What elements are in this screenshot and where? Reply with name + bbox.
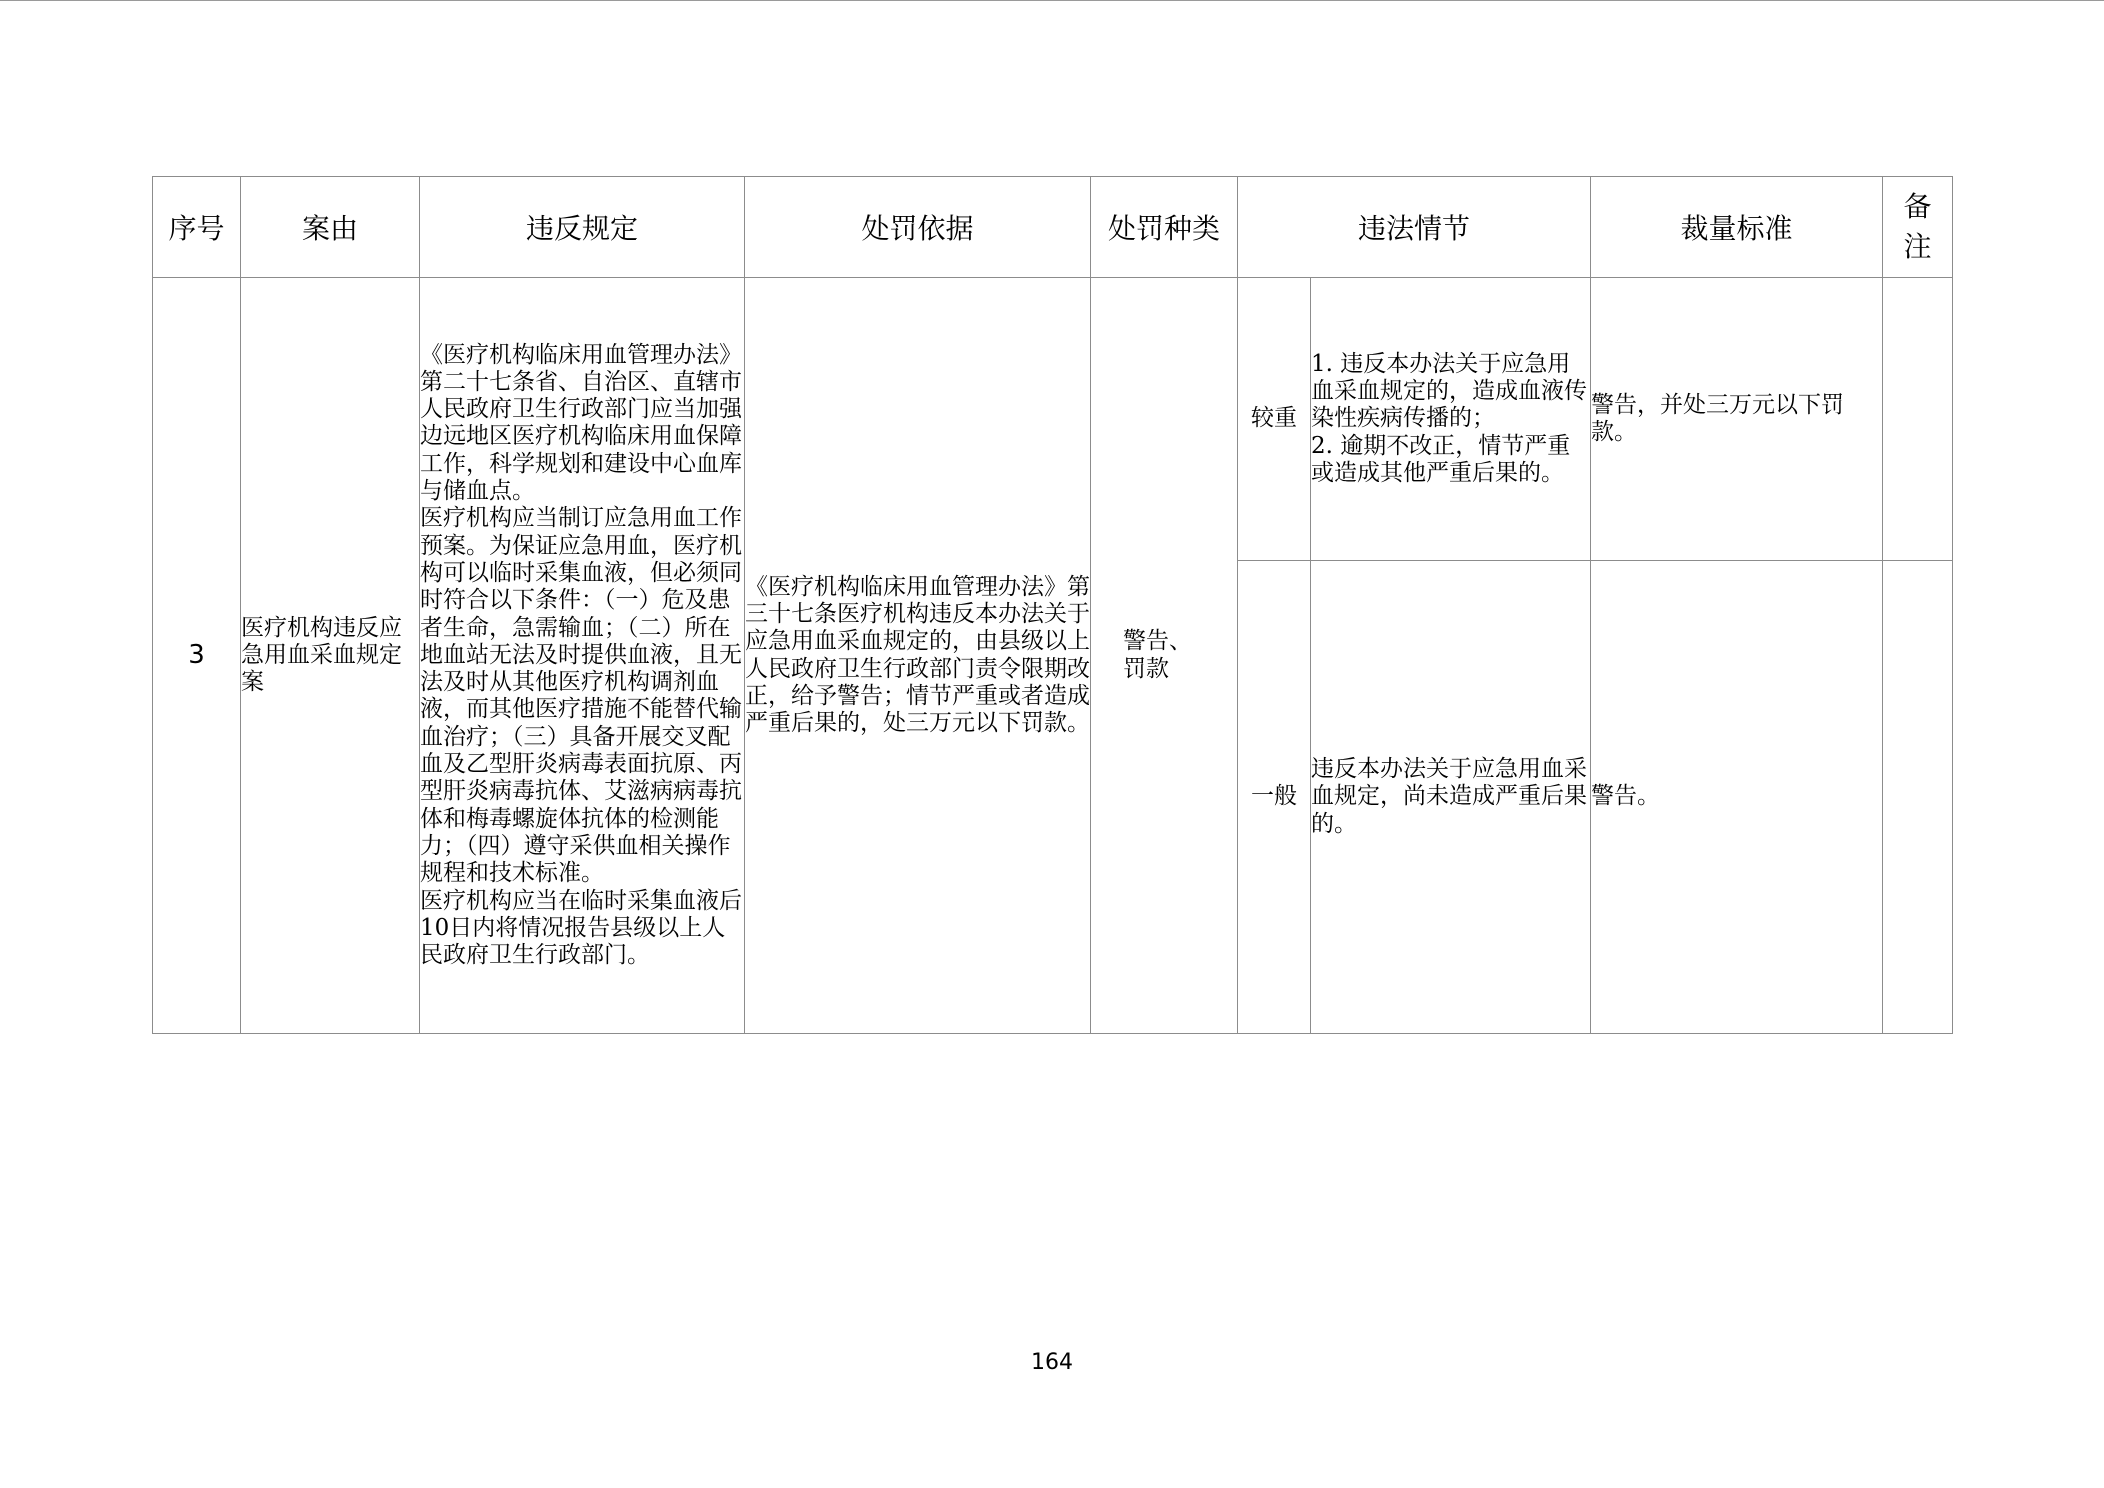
header-penalty-basis: 处罚依据 [745,177,1091,278]
cell-standard-serious: 警告，并处三万元以下罚款。 [1591,278,1883,561]
header-note [1883,177,1953,278]
cell-penalty-basis: 《医疗机构临床用血管理办法》第三十七条医疗机构违反本办法关于应急用血采血规定的，由县级以上人民政府卫生行政部门责令限期改正，给予警告；情节严重或者造成严重后果的，处三万元以下罚款。 [745,278,1091,1034]
circumstance-serious-item-2: 2. 逾期不改正，情节严重或造成其他严重后果的。 [1311,432,1571,486]
header-circumstance: 违法情节 [1238,177,1591,278]
circumstance-serious-item-1: 1. 违反本办法关于应急用血采血规定的，造成血液传染性疾病传播的； [1311,350,1587,432]
circumstance-general-item-1: 违反本办法关于应急用血采血规定，尚未造成严重后果的。 [1311,756,1587,837]
table-header-row [153,177,1953,278]
header-seq: 序号 [153,177,241,278]
header-case: 案由 [241,177,420,278]
page-top-border [0,0,2104,1]
penalty-type-text: 警告、罚款 [1123,628,1192,682]
cell-note-general [1883,561,1953,1034]
cell-level-serious: 较重 [1238,278,1311,561]
violated-rule-paragraph-1: 《医疗机构临床用血管理办法》第二十七条省、自治区、直辖市人民政府卫生行政部门应当加强边远地区医疗机构临床用血保障工作，科学规划和建设中心血库与储血点。 [420,341,742,505]
header-standard: 裁量标准 [1591,177,1883,278]
violated-rule-paragraph-3: 医疗机构应当在临时采集血液后10日内将情况报告县级以上人民政府卫生行政部门。 [420,887,742,969]
violated-rule-paragraph-2: 医疗机构应当制订应急用血工作预案。为保证应急用血，医疗机构可以临时采集血液，但必须同时符合以下条件：（一）危及患者生命，急需输血；（二）所在地血站无法及时提供血液，且无法及时从其他医疗机构调剂血液，而其他医疗措施不能替代输血治疗；（三）具备开展交叉配血及乙型肝炎病毒表面抗原、丙型肝炎病毒抗体、艾滋病病毒抗体和梅毒螺旋体抗体的检测能力；（四）遵守采供血相关操作规程和技术标准。 [420,505,742,887]
header-penalty-type: 处罚种类 [1091,177,1238,278]
header-note-line1: 备 [1903,190,1932,223]
penalty-discretion-table [152,176,1953,1034]
cell-case: 医疗机构违反应急用血采血规定案 [241,278,420,1034]
header-note-line2: 注 [1903,230,1932,263]
cell-violated-rule [420,278,745,1034]
cell-note-serious [1883,278,1953,561]
cell-seq: 3 [153,278,241,1034]
cell-circumstance-general [1311,561,1591,1034]
cell-circumstance-serious [1311,278,1591,561]
cell-standard-general: 警告。 [1591,561,1883,1034]
header-violated-rule: 违反规定 [420,177,745,278]
table-row-level-serious [153,278,1953,561]
cell-level-general: 一般 [1238,561,1311,1034]
page-number: 164 [1031,1350,1073,1375]
cell-penalty-type [1091,278,1238,1034]
